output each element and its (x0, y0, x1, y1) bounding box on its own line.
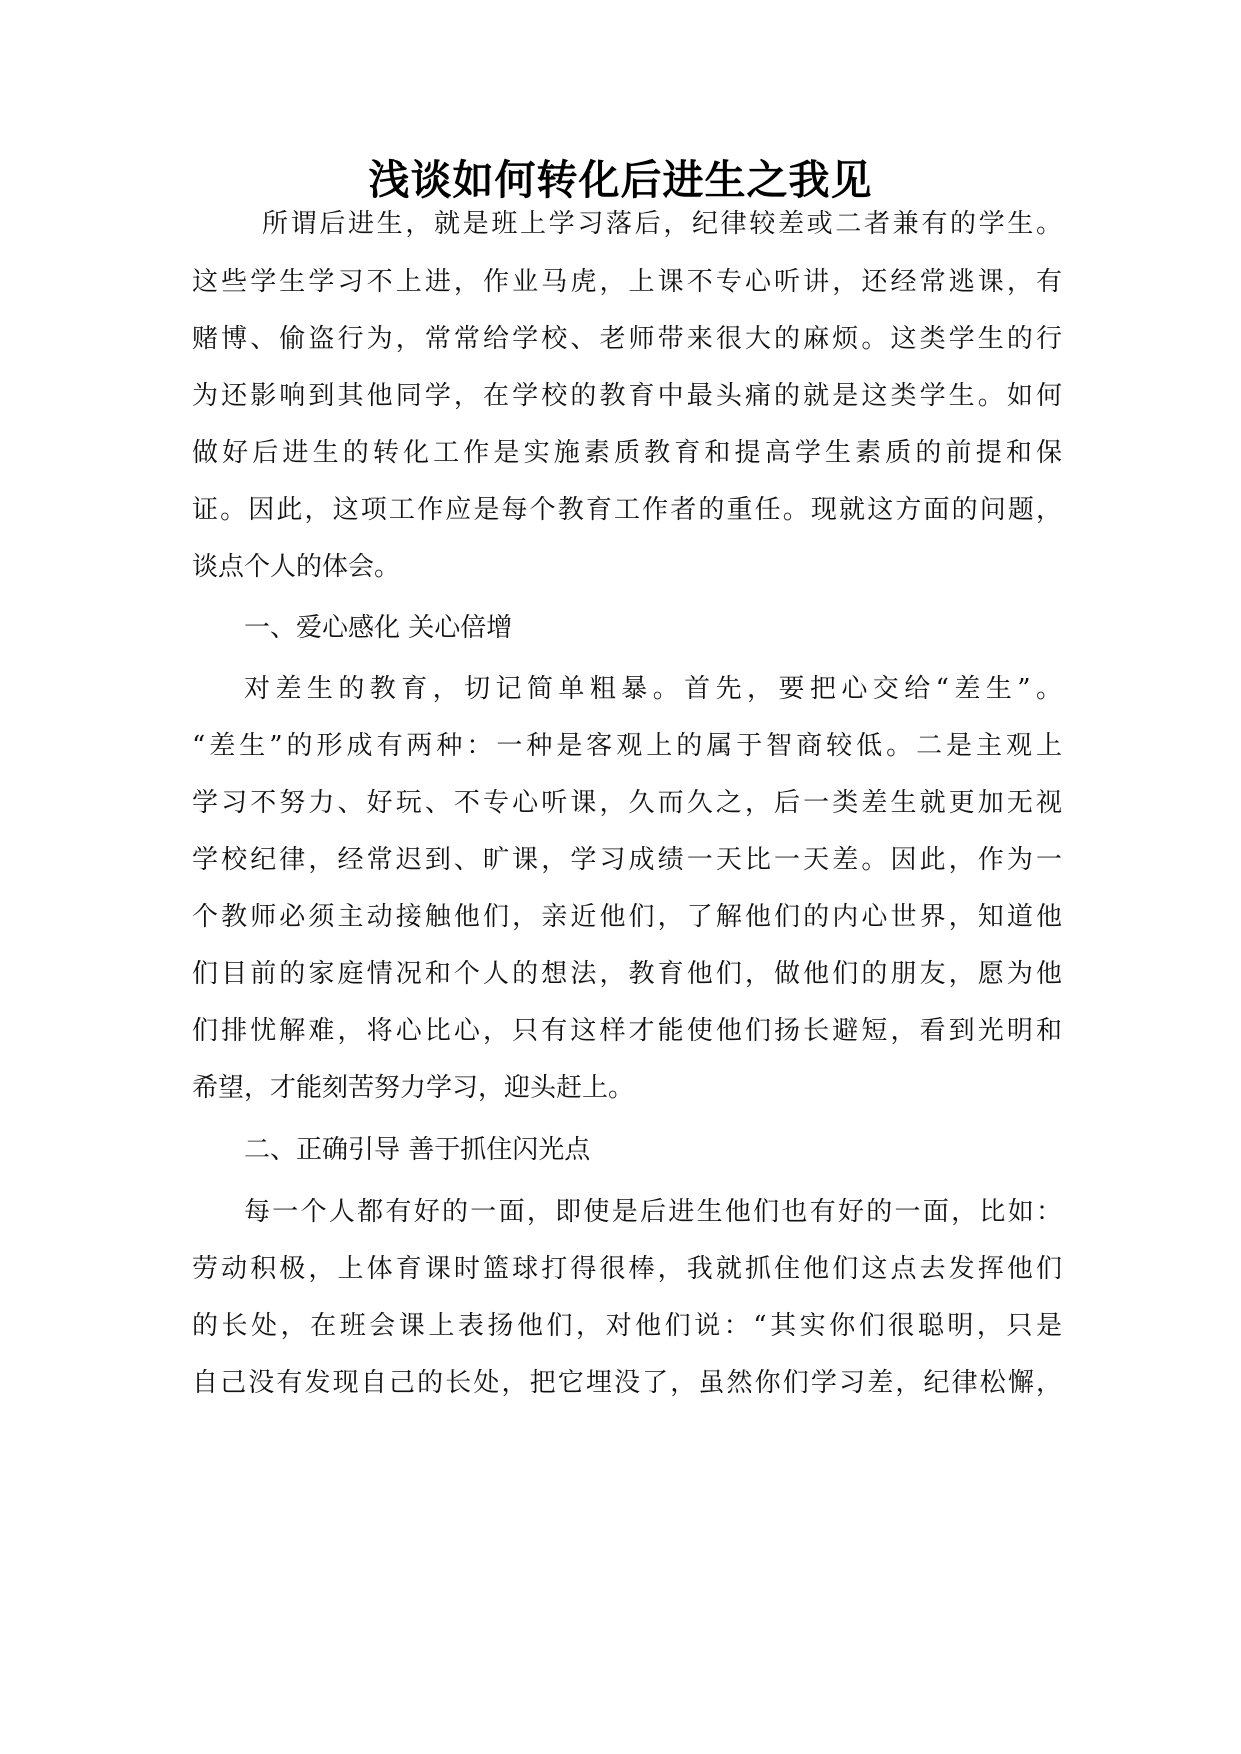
paragraph-line: 自己没有发现自己的长处，把它埋没了，虽然你们学习差，纪律松懈， (192, 1368, 1062, 1398)
paragraph-line: 这些学生学习不上进，作业马虎，上课不专心听讲，还经常逃课，有 (192, 267, 1062, 297)
section-heading: 二、正确引导 善于抓住闪光点 (244, 1135, 591, 1165)
paragraph-line: 的长处，在班会课上表扬他们，对他们说：“其实你们很聪明，只是 (192, 1311, 1062, 1341)
paragraph-line: 学习不努力、好玩、不专心听课，久而久之，后一类差生就更加无视 (192, 788, 1062, 818)
paragraph-line: 个教师必须主动接触他们，亲近他们，了解他们的内心世界，知道他 (192, 902, 1062, 932)
paragraph-line: 们目前的家庭情况和个人的想法，教育他们，做他们的朋友，愿为他 (192, 959, 1062, 989)
paragraph-line: 们排忧解难，将心比心，只有这样才能使他们扬长避短，看到光明和 (192, 1016, 1062, 1046)
paragraph-line: 为还影响到其他同学，在学校的教育中最头痛的就是这类学生。如何 (192, 381, 1062, 411)
paragraph-line: “差生”的形成有两种：一种是客观上的属于智商较低。二是主观上 (192, 731, 1062, 761)
section-heading: 一、爱心感化 关心倍增 (244, 613, 513, 643)
document-title: 浅谈如何转化后进生之我见 (368, 156, 873, 204)
paragraph-line: 劳动积极，上体育课时篮球打得很棒，我就抓住他们这点去发挥他们 (192, 1254, 1062, 1284)
paragraph-line: 每一个人都有好的一面，即使是后进生他们也有好的一面，比如： (244, 1197, 1062, 1227)
paragraph-line: 对差生的教育，切记简单粗暴。首先，要把心交给“差生”。 (244, 674, 1062, 704)
paragraph-line: 谈点个人的体会。 (192, 552, 401, 582)
paragraph-line: 做好后进生的转化工作是实施素质教育和提高学生素质的前提和保 (192, 438, 1062, 468)
paragraph-line: 证。因此，这项工作应是每个教育工作者的重任。现就这方面的问题， (192, 495, 1062, 525)
paragraph-line: 所谓后进生，就是班上学习落后，纪律较差或二者兼有的学生。 (262, 209, 1062, 239)
paragraph-line: 学校纪律，经常迟到、旷课，学习成绩一天比一天差。因此，作为一 (192, 845, 1062, 875)
paragraph-line: 希望，才能刻苦努力学习，迎头赶上。 (192, 1073, 635, 1103)
paragraph-line: 赌博、偷盗行为，常常给学校、老师带来很大的麻烦。这类学生的行 (192, 324, 1062, 354)
